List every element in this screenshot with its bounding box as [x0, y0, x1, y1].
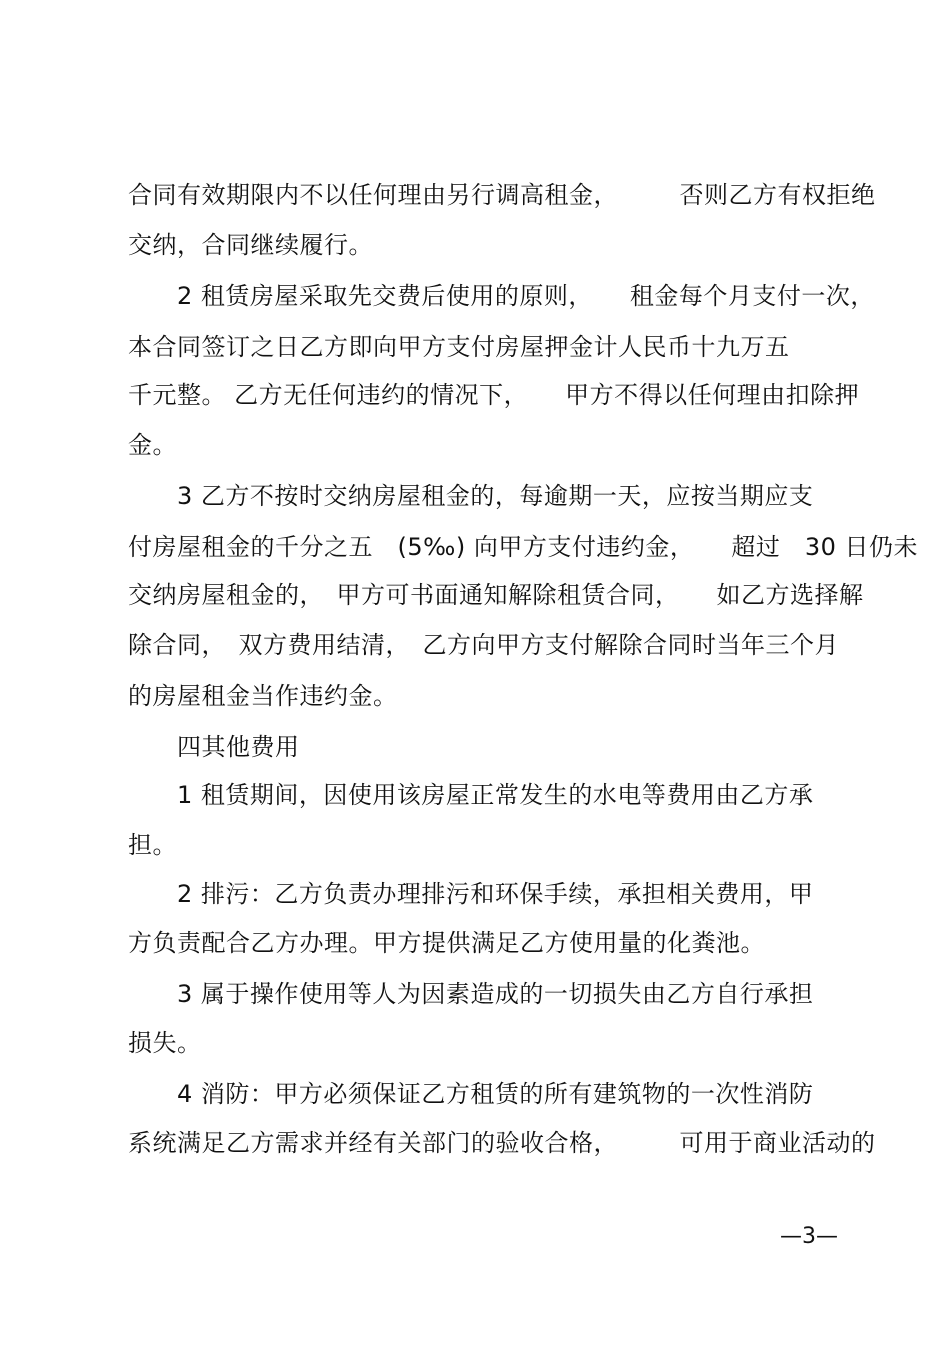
text-line: 千元整。 乙方无任何违约的情况下， 甲方不得以任何理由扣除押 — [128, 381, 860, 409]
text-line: 担。 — [128, 831, 177, 859]
text-line: 交纳房屋租金的， 甲方可书面通知解除租赁合同， 如乙方选择解 — [128, 581, 864, 609]
text-line: 付房屋租金的千分之五 (5‰) 向甲方支付违约金， 超过 30 日仍未 — [128, 533, 918, 561]
text-line: 交纳，合同继续履行。 — [128, 231, 373, 259]
text-line: 4 消防：甲方必须保证乙方租赁的所有建筑物的一次性消防 — [128, 1080, 814, 1108]
text-line: 1 租赁期间，因使用该房屋正常发生的水电等费用由乙方承 — [128, 781, 814, 809]
text-line: 除合同， 双方费用结清， 乙方向甲方支付解除合同时当年三个月 — [128, 631, 839, 659]
text-line: 的房屋租金当作违约金。 — [128, 682, 398, 710]
text-line: 本合同签订之日乙方即向甲方支付房屋押金计人民币十九万五 — [128, 333, 790, 361]
text-line: 3 属于操作使用等人为因素造成的一切损失由乙方自行承担 — [128, 980, 814, 1008]
text-line: 合同有效期限内不以任何理由另行调高租金， 否则乙方有权拒绝 — [128, 181, 876, 209]
text-line: 方负责配合乙方办理。甲方提供满足乙方使用量的化粪池。 — [128, 929, 765, 957]
text-line: 金。 — [128, 431, 177, 459]
page-number: —3— — [780, 1224, 838, 1249]
text-line: 系统满足乙方需求并经有关部门的验收合格， 可用于商业活动的 — [128, 1129, 876, 1157]
section-heading: 四其他费用 — [128, 733, 300, 761]
text-line: 3 乙方不按时交纳房屋租金的，每逾期一天，应按当期应支 — [128, 482, 814, 510]
text-line: 2 租赁房屋采取先交费后使用的原则， 租金每个月支付一次， — [128, 282, 875, 310]
text-line: 损失。 — [128, 1029, 202, 1057]
text-line: 2 排污：乙方负责办理排污和环保手续，承担相关费用，甲 — [128, 880, 814, 908]
